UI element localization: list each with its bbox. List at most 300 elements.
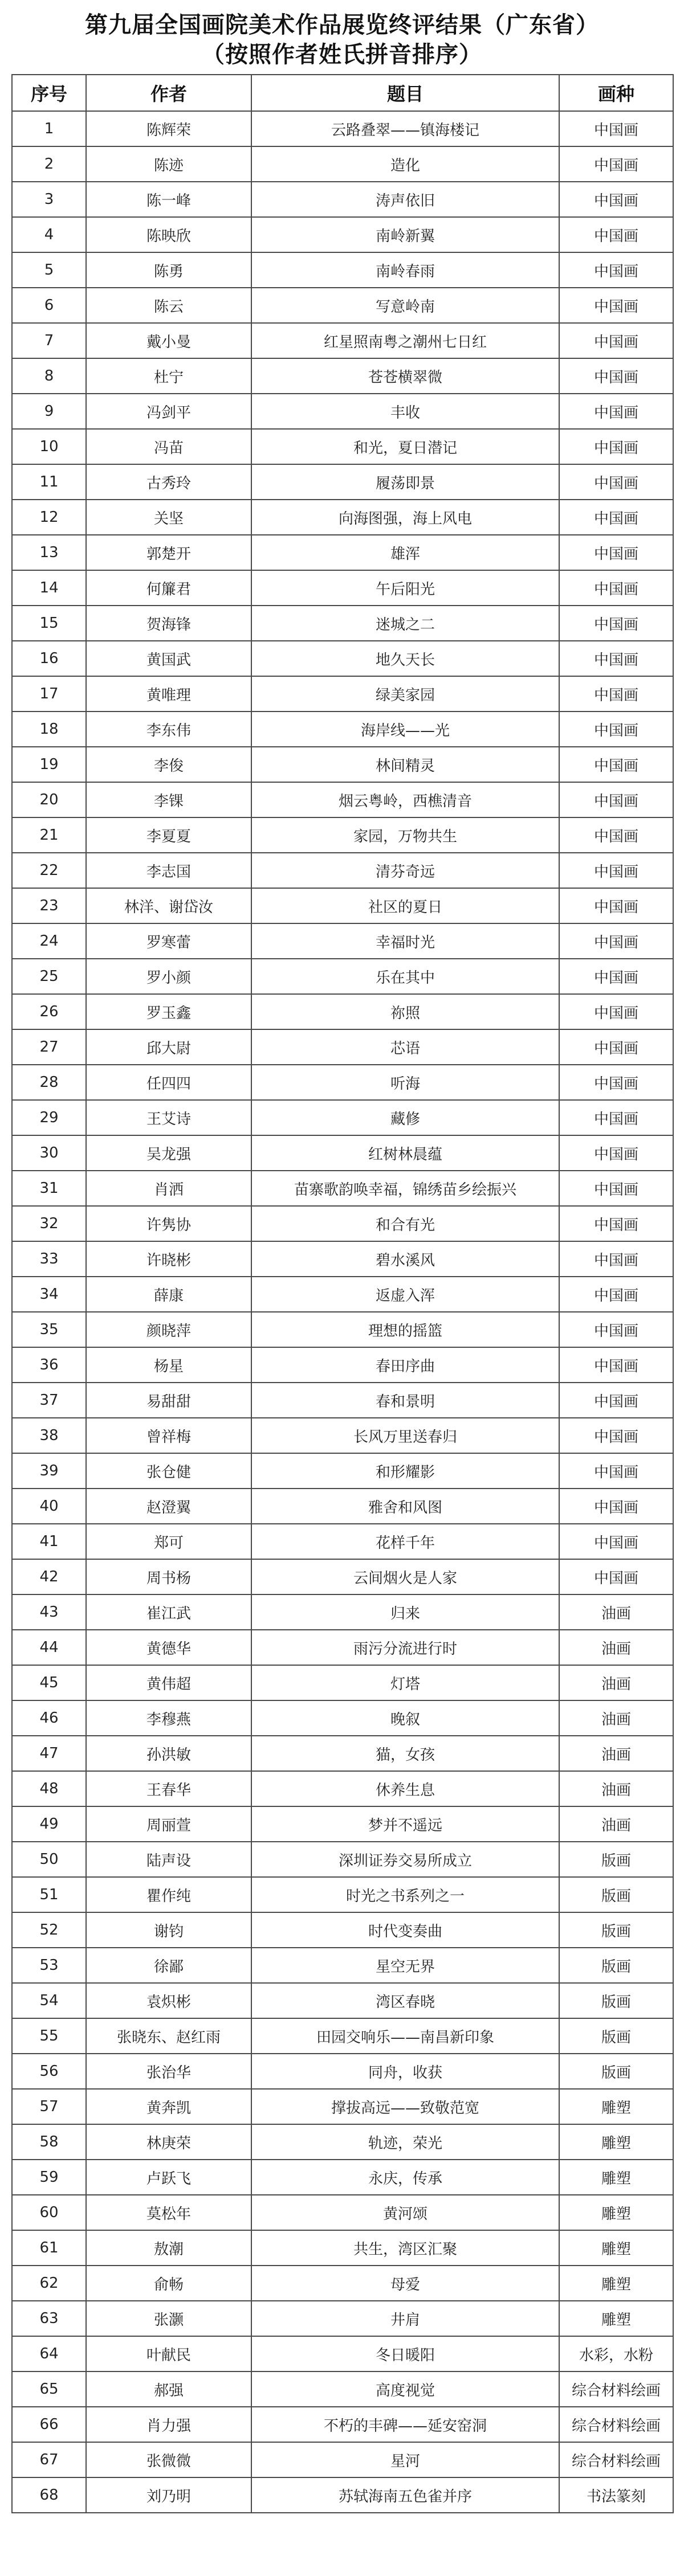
table-row (12, 2442, 673, 2477)
cell-category: 中国画 (559, 747, 673, 782)
table-row (12, 641, 673, 676)
cell-category: 雕塑 (559, 2230, 673, 2266)
cell-serial: 46 (12, 1700, 86, 1736)
header-author: 作者 (86, 75, 251, 111)
header-serial: 序号 (12, 75, 86, 111)
cell-title: 撑拔高远——致敬范宽 (251, 2089, 559, 2124)
cell-serial: 26 (12, 994, 86, 1029)
cell-title: 理想的摇篮 (251, 1312, 559, 1347)
cell-category: 综合材料绘画 (559, 2371, 673, 2407)
cell-category: 中国画 (559, 429, 673, 464)
cell-author: 张治华 (86, 2054, 251, 2089)
table-row (12, 2371, 673, 2407)
cell-serial: 40 (12, 1489, 86, 1524)
cell-author: 关坚 (86, 500, 251, 535)
cell-category: 油画 (559, 1700, 673, 1736)
cell-serial: 64 (12, 2336, 86, 2371)
cell-category: 版画 (559, 1983, 673, 2018)
cell-author: 周书杨 (86, 1559, 251, 1594)
cell-category: 中国画 (559, 782, 673, 817)
cell-serial: 17 (12, 676, 86, 712)
table-row (12, 888, 673, 923)
cell-serial: 61 (12, 2230, 86, 2266)
table-row (12, 182, 673, 217)
cell-serial: 12 (12, 500, 86, 535)
cell-title: 同舟，收获 (251, 2054, 559, 2089)
cell-title: 永庆，传承 (251, 2160, 559, 2195)
table-row (12, 1241, 673, 1277)
cell-author: 瞿作纯 (86, 1877, 251, 1912)
table-row (12, 1206, 673, 1241)
cell-title: 涛声依旧 (251, 182, 559, 217)
cell-category: 中国画 (559, 1418, 673, 1453)
cell-category: 综合材料绘画 (559, 2407, 673, 2442)
cell-title: 轨迹，荣光 (251, 2124, 559, 2160)
cell-title: 丰收 (251, 394, 559, 429)
cell-serial: 33 (12, 1241, 86, 1277)
cell-category: 中国画 (559, 358, 673, 394)
cell-author: 薛康 (86, 1277, 251, 1312)
cell-category: 版画 (559, 1948, 673, 1983)
cell-author: 黄德华 (86, 1630, 251, 1665)
cell-author: 谢钧 (86, 1912, 251, 1948)
cell-category: 中国画 (559, 570, 673, 606)
table-row (12, 1983, 673, 2018)
cell-title: 地久天长 (251, 641, 559, 676)
cell-author: 黄国武 (86, 641, 251, 676)
cell-author: 杜宁 (86, 358, 251, 394)
table-row (12, 1453, 673, 1489)
cell-author: 许晓彬 (86, 1241, 251, 1277)
cell-serial: 35 (12, 1312, 86, 1347)
cell-author: 贺海锋 (86, 606, 251, 641)
cell-category: 中国画 (559, 1312, 673, 1347)
table-row (12, 535, 673, 570)
cell-category: 中国画 (559, 111, 673, 146)
cell-author: 黄奔凯 (86, 2089, 251, 2124)
cell-author: 邱大尉 (86, 1029, 251, 1065)
cell-title: 星空无界 (251, 1948, 559, 1983)
cell-serial: 49 (12, 1806, 86, 1842)
table-row (12, 994, 673, 1029)
cell-title: 社区的夏日 (251, 888, 559, 923)
table-row (12, 1489, 673, 1524)
cell-author: 陈一峰 (86, 182, 251, 217)
cell-serial: 30 (12, 1135, 86, 1171)
cell-serial: 51 (12, 1877, 86, 1912)
cell-serial: 6 (12, 288, 86, 323)
table-row (12, 2301, 673, 2336)
cell-category: 中国画 (559, 1206, 673, 1241)
cell-category: 中国画 (559, 1383, 673, 1418)
cell-category: 雕塑 (559, 2089, 673, 2124)
cell-title: 深圳证券交易所成立 (251, 1842, 559, 1877)
cell-author: 林洋、谢岱汝 (86, 888, 251, 923)
cell-author: 陆声设 (86, 1842, 251, 1877)
cell-category: 中国画 (559, 217, 673, 252)
cell-serial: 50 (12, 1842, 86, 1877)
cell-title: 黄河颂 (251, 2195, 559, 2230)
results-table (11, 74, 674, 2513)
table-row (12, 2195, 673, 2230)
cell-title: 花样千年 (251, 1524, 559, 1559)
document-header (0, 10, 684, 74)
cell-category: 中国画 (559, 1453, 673, 1489)
cell-title: 共生，湾区汇聚 (251, 2230, 559, 2266)
cell-serial: 55 (12, 2018, 86, 2054)
cell-serial: 14 (12, 570, 86, 606)
cell-serial: 23 (12, 888, 86, 923)
cell-author: 戴小曼 (86, 323, 251, 358)
cell-author: 刘乃明 (86, 2477, 251, 2513)
cell-serial: 44 (12, 1630, 86, 1665)
cell-title: 芯语 (251, 1029, 559, 1065)
cell-title: 履荡即景 (251, 464, 559, 500)
cell-author: 张微微 (86, 2442, 251, 2477)
cell-serial: 16 (12, 641, 86, 676)
cell-category: 中国画 (559, 535, 673, 570)
table-row (12, 1771, 673, 1806)
cell-author: 徐鄙 (86, 1948, 251, 1983)
cell-author: 郑可 (86, 1524, 251, 1559)
cell-title: 不朽的丰碑——延安窑洞 (251, 2407, 559, 2442)
cell-serial: 48 (12, 1771, 86, 1806)
page-subtitle: （按照作者姓氏拼音排序） (202, 42, 482, 68)
cell-author: 曾祥梅 (86, 1418, 251, 1453)
cell-category: 版画 (559, 2018, 673, 2054)
table-row (12, 288, 673, 323)
table-header-row (12, 75, 673, 111)
cell-category: 中国画 (559, 394, 673, 429)
cell-serial: 66 (12, 2407, 86, 2442)
table-row (12, 1700, 673, 1736)
cell-serial: 53 (12, 1948, 86, 1983)
table-row (12, 2054, 673, 2089)
cell-title: 雨污分流进行时 (251, 1630, 559, 1665)
cell-category: 雕塑 (559, 2124, 673, 2160)
table-row (12, 1312, 673, 1347)
cell-category: 中国画 (559, 146, 673, 182)
cell-category: 版画 (559, 1877, 673, 1912)
table-row (12, 2089, 673, 2124)
cell-author: 郝强 (86, 2371, 251, 2407)
cell-author: 张灏 (86, 2301, 251, 2336)
cell-author: 陈映欣 (86, 217, 251, 252)
table-row (12, 676, 673, 712)
cell-author: 任四四 (86, 1065, 251, 1100)
cell-title: 碧水溪风 (251, 1241, 559, 1277)
table-row (12, 1842, 673, 1877)
cell-category: 油画 (559, 1594, 673, 1630)
table-row (12, 2266, 673, 2301)
cell-title: 听海 (251, 1065, 559, 1100)
cell-serial: 22 (12, 853, 86, 888)
cell-author: 许隽协 (86, 1206, 251, 1241)
cell-category: 中国画 (559, 959, 673, 994)
cell-category: 综合材料绘画 (559, 2442, 673, 2477)
table-row (12, 1912, 673, 1948)
cell-author: 肖力强 (86, 2407, 251, 2442)
cell-title: 海岸线——光 (251, 712, 559, 747)
table-row (12, 358, 673, 394)
table-row (12, 570, 673, 606)
cell-title: 冬日暖阳 (251, 2336, 559, 2371)
cell-category: 中国画 (559, 1277, 673, 1312)
table-row (12, 252, 673, 288)
table-row (12, 1383, 673, 1418)
table-row (12, 1559, 673, 1594)
table-row (12, 429, 673, 464)
cell-author: 王春华 (86, 1771, 251, 1806)
cell-author: 何簾君 (86, 570, 251, 606)
cell-serial: 60 (12, 2195, 86, 2230)
table-row (12, 1347, 673, 1383)
cell-serial: 38 (12, 1418, 86, 1453)
cell-author: 杨星 (86, 1347, 251, 1383)
cell-category: 中国画 (559, 464, 673, 500)
cell-category: 雕塑 (559, 2160, 673, 2195)
cell-title: 时光之书系列之一 (251, 1877, 559, 1912)
cell-title: 林间精灵 (251, 747, 559, 782)
cell-serial: 62 (12, 2266, 86, 2301)
cell-serial: 19 (12, 747, 86, 782)
cell-title: 猫，女孩 (251, 1736, 559, 1771)
cell-serial: 15 (12, 606, 86, 641)
cell-serial: 47 (12, 1736, 86, 1771)
cell-category: 油画 (559, 1665, 673, 1700)
cell-serial: 63 (12, 2301, 86, 2336)
cell-author: 陈迹 (86, 146, 251, 182)
cell-category: 中国画 (559, 252, 673, 288)
table-row (12, 217, 673, 252)
cell-author: 易甜甜 (86, 1383, 251, 1418)
cell-serial: 25 (12, 959, 86, 994)
cell-title: 雄浑 (251, 535, 559, 570)
cell-title: 高度视觉 (251, 2371, 559, 2407)
cell-title: 井肩 (251, 2301, 559, 2336)
cell-category: 中国画 (559, 712, 673, 747)
cell-author: 颜晓萍 (86, 1312, 251, 1347)
cell-author: 肖洒 (86, 1171, 251, 1206)
table-row (12, 1029, 673, 1065)
cell-serial: 28 (12, 1065, 86, 1100)
cell-serial: 20 (12, 782, 86, 817)
cell-serial: 18 (12, 712, 86, 747)
table-row (12, 394, 673, 429)
cell-category: 中国画 (559, 323, 673, 358)
cell-category: 中国画 (559, 1171, 673, 1206)
cell-author: 黄唯理 (86, 676, 251, 712)
table-row (12, 1100, 673, 1135)
cell-serial: 8 (12, 358, 86, 394)
cell-author: 周丽萱 (86, 1806, 251, 1842)
cell-title: 幸福时光 (251, 923, 559, 959)
table-row (12, 1630, 673, 1665)
cell-author: 林庚荣 (86, 2124, 251, 2160)
table-row (12, 2124, 673, 2160)
cell-title: 苗寨歌韵唤幸福，锦绣苗乡绘振兴 (251, 1171, 559, 1206)
cell-serial: 39 (12, 1453, 86, 1489)
cell-serial: 27 (12, 1029, 86, 1065)
cell-author: 古秀玲 (86, 464, 251, 500)
cell-author: 陈勇 (86, 252, 251, 288)
table-row (12, 853, 673, 888)
cell-title: 红树林晨蕴 (251, 1135, 559, 1171)
cell-author: 罗小颜 (86, 959, 251, 994)
cell-serial: 1 (12, 111, 86, 146)
table-row (12, 500, 673, 535)
cell-category: 中国画 (559, 1100, 673, 1135)
table-row (12, 1065, 673, 1100)
cell-serial: 59 (12, 2160, 86, 2195)
cell-serial: 37 (12, 1383, 86, 1418)
table-row (12, 1135, 673, 1171)
table-row (12, 2477, 673, 2513)
cell-title: 湾区春晓 (251, 1983, 559, 2018)
table-row (12, 2407, 673, 2442)
cell-serial: 42 (12, 1559, 86, 1594)
cell-title: 星河 (251, 2442, 559, 2477)
cell-title: 南岭春雨 (251, 252, 559, 288)
table-row (12, 1877, 673, 1912)
cell-category: 中国画 (559, 1065, 673, 1100)
cell-author: 俞畅 (86, 2266, 251, 2301)
table-row (12, 464, 673, 500)
cell-category: 版画 (559, 1842, 673, 1877)
cell-category: 中国画 (559, 606, 673, 641)
cell-serial: 67 (12, 2442, 86, 2477)
cell-serial: 3 (12, 182, 86, 217)
cell-category: 中国画 (559, 641, 673, 676)
cell-title: 雅舍和风图 (251, 1489, 559, 1524)
cell-category: 书法篆刻 (559, 2477, 673, 2513)
table-row (12, 111, 673, 146)
cell-category: 油画 (559, 1806, 673, 1842)
cell-serial: 36 (12, 1347, 86, 1383)
cell-author: 李夏夏 (86, 817, 251, 853)
cell-author: 罗玉鑫 (86, 994, 251, 1029)
cell-author: 罗寒蕾 (86, 923, 251, 959)
cell-serial: 41 (12, 1524, 86, 1559)
cell-serial: 9 (12, 394, 86, 429)
cell-title: 梦并不遥远 (251, 1806, 559, 1842)
table-row (12, 1277, 673, 1312)
cell-title: 春和景明 (251, 1383, 559, 1418)
cell-title: 云间烟火是人家 (251, 1559, 559, 1594)
cell-author: 吴龙强 (86, 1135, 251, 1171)
cell-title: 藏修 (251, 1100, 559, 1135)
cell-category: 中国画 (559, 288, 673, 323)
table-row (12, 1171, 673, 1206)
table-row (12, 1594, 673, 1630)
cell-serial: 43 (12, 1594, 86, 1630)
table-row (12, 2160, 673, 2195)
cell-serial: 52 (12, 1912, 86, 1948)
cell-title: 祢照 (251, 994, 559, 1029)
cell-category: 中国画 (559, 1135, 673, 1171)
cell-title: 清芬奇远 (251, 853, 559, 888)
cell-author: 冯苗 (86, 429, 251, 464)
cell-author: 卢跃飞 (86, 2160, 251, 2195)
cell-category: 油画 (559, 1771, 673, 1806)
cell-title: 造化 (251, 146, 559, 182)
cell-title: 绿美家园 (251, 676, 559, 712)
table-row (12, 782, 673, 817)
cell-author: 王艾诗 (86, 1100, 251, 1135)
cell-category: 中国画 (559, 500, 673, 535)
table-row (12, 146, 673, 182)
cell-author: 李俊 (86, 747, 251, 782)
cell-serial: 58 (12, 2124, 86, 2160)
table-row (12, 959, 673, 994)
cell-category: 中国画 (559, 1029, 673, 1065)
cell-category: 中国画 (559, 676, 673, 712)
cell-title: 母爱 (251, 2266, 559, 2301)
cell-serial: 32 (12, 1206, 86, 1241)
header-title: 题目 (251, 75, 559, 111)
header-category: 画种 (559, 75, 673, 111)
cell-title: 灯塔 (251, 1665, 559, 1700)
page-title: 第九届全国画院美术作品展览终评结果（广东省） (85, 12, 599, 38)
cell-author: 陈辉荣 (86, 111, 251, 146)
table-row (12, 2230, 673, 2266)
cell-title: 和形耀影 (251, 1453, 559, 1489)
cell-title: 晚叙 (251, 1700, 559, 1736)
table-row (12, 606, 673, 641)
cell-title: 长风万里送春归 (251, 1418, 559, 1453)
cell-category: 油画 (559, 1736, 673, 1771)
cell-category: 中国画 (559, 888, 673, 923)
table-row (12, 1736, 673, 1771)
cell-title: 苏轼海南五色雀并序 (251, 2477, 559, 2513)
cell-author: 崔江武 (86, 1594, 251, 1630)
cell-serial: 34 (12, 1277, 86, 1312)
cell-serial: 24 (12, 923, 86, 959)
table-row (12, 1665, 673, 1700)
cell-author: 李志国 (86, 853, 251, 888)
cell-author: 郭楚开 (86, 535, 251, 570)
cell-category: 中国画 (559, 1347, 673, 1383)
table-row (12, 2018, 673, 2054)
cell-title: 返虚入浑 (251, 1277, 559, 1312)
cell-author: 赵澄翼 (86, 1489, 251, 1524)
cell-title: 午后阳光 (251, 570, 559, 606)
table-row (12, 1418, 673, 1453)
cell-title: 苍苍横翠微 (251, 358, 559, 394)
cell-category: 中国画 (559, 182, 673, 217)
cell-category: 中国画 (559, 1241, 673, 1277)
cell-category: 中国画 (559, 1559, 673, 1594)
cell-title: 休养生息 (251, 1771, 559, 1806)
cell-title: 家园，万物共生 (251, 817, 559, 853)
cell-author: 李东伟 (86, 712, 251, 747)
cell-serial: 29 (12, 1100, 86, 1135)
cell-title: 和光，夏日潜记 (251, 429, 559, 464)
cell-title: 红星照南粤之潮州七日红 (251, 323, 559, 358)
cell-serial: 31 (12, 1171, 86, 1206)
cell-title: 乐在其中 (251, 959, 559, 994)
cell-category: 雕塑 (559, 2195, 673, 2230)
cell-title: 写意岭南 (251, 288, 559, 323)
cell-category: 中国画 (559, 923, 673, 959)
table-row (12, 1806, 673, 1842)
cell-title: 和合有光 (251, 1206, 559, 1241)
cell-title: 归来 (251, 1594, 559, 1630)
cell-category: 中国画 (559, 1489, 673, 1524)
cell-category: 油画 (559, 1630, 673, 1665)
table-row (12, 323, 673, 358)
cell-serial: 56 (12, 2054, 86, 2089)
